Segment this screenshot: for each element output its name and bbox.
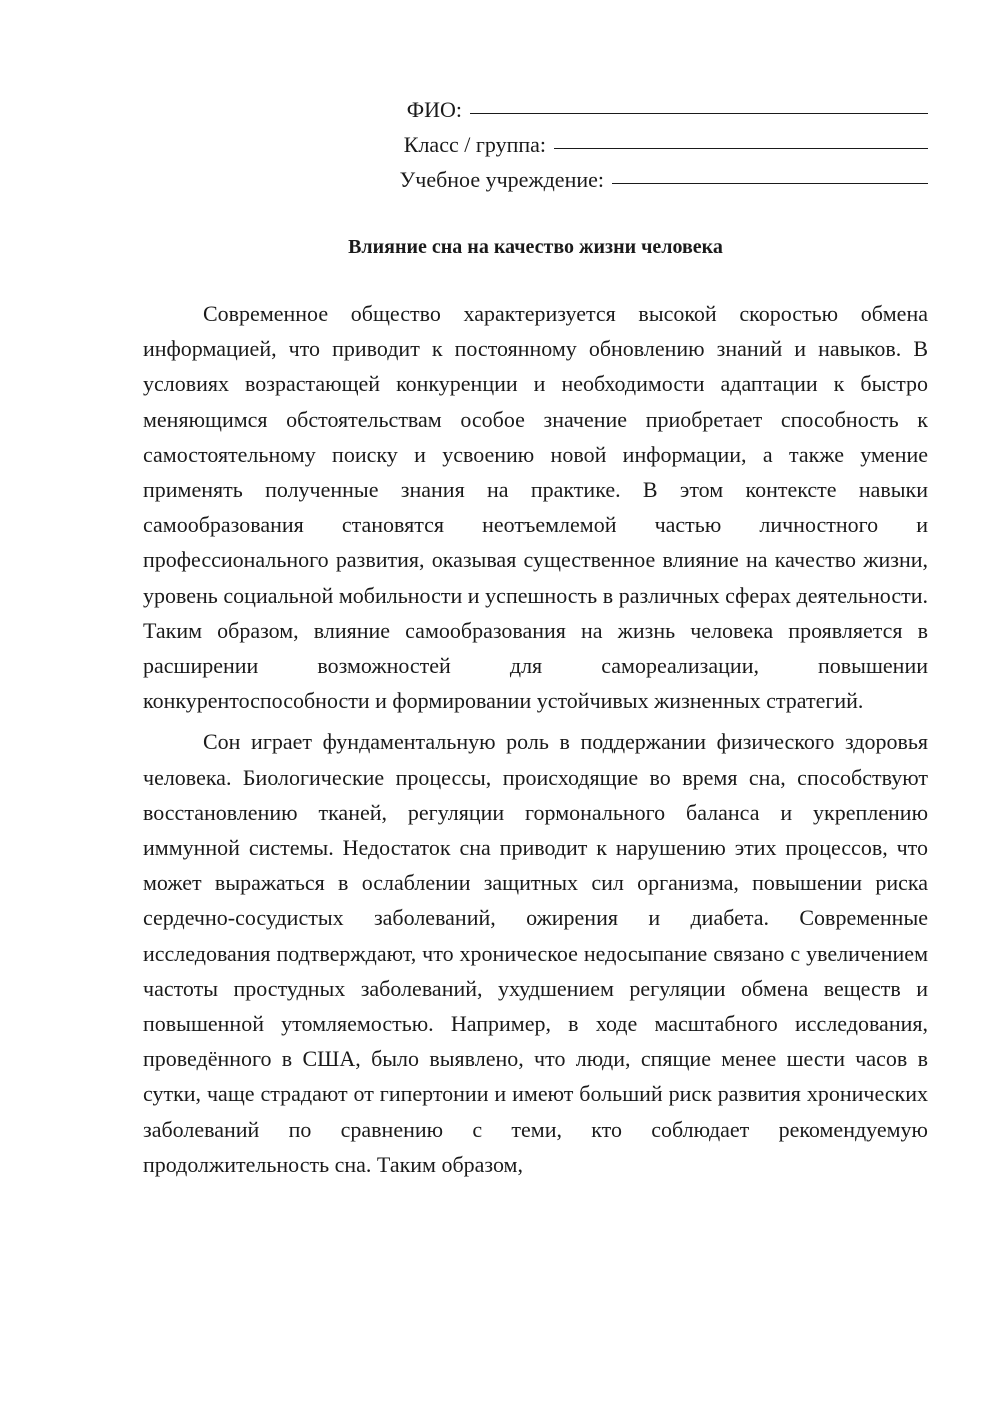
paragraph-2: Сон играет фундаментальную роль в поддержании физического здоровья человека. Биологические процессы, происходящие во время сна, способствуют восстановлению тканей, регуляции гормонального баланса и укреплению иммунной системы. Недостаток сна приводит к нарушению этих процессов, что может выражаться в ослаблении защитных сил организма, повышении риска сердечно-сосудистых заболеваний, ожирения и диабета. Современные исследования подтверждают, что хроническое недосыпание связано с увеличением частоты простудных заболеваний, ухудшением регуляции обмена веществ и повышенной утомляемостью. Например, в ходе масштабного исследования, проведённого в США, было выявлено, что люди, спящие менее шести часов в сутки, чаще страдают от гипертонии и имеют больший риск развития хронических заболеваний по сравнению с теми, кто соблюдает рекомендуемую продолжительность сна. Таким образом,	[143, 729, 928, 1177]
class-label: Класс / группа:	[403, 132, 546, 157]
document-title: Влияние сна на качество жизни человека	[348, 236, 723, 258]
fio-label: ФИО:	[406, 97, 462, 122]
paragraph-1: Современное общество характеризуется высокой скоростью обмена информацией, что приводит к постоянному обновлению знаний и навыков. В условиях возрастающей конкуренции и необходимости адаптации к быстро меняющимся обстоятельствам особое значение приобретает способность к самостоятельному поиску и усвоению новой информации, а также умение применять полученные знания на практике. В этом контексте навыки самообразования становятся неотъемлемой частью личностного и профессионального развития, оказывая существенное влияние на качество жизни, уровень социальной мобильности и успешность в различных сферах деятельности. Таким образом, влияние самообразования на жизнь человека проявляется в расширении возможностей для самореализации, повышении конкурентоспособности и формировании устойчивых жизненных стратегий.	[143, 301, 928, 714]
class-row	[328, 127, 928, 162]
school-blank-line	[612, 159, 928, 184]
class-blank-line	[554, 124, 928, 149]
fio-row	[328, 92, 928, 127]
school-label: Учебное учреждение:	[399, 167, 604, 192]
document-body	[143, 296, 928, 1188]
fio-blank-line	[470, 89, 928, 114]
school-row	[328, 162, 928, 197]
student-info-fields	[328, 92, 928, 197]
